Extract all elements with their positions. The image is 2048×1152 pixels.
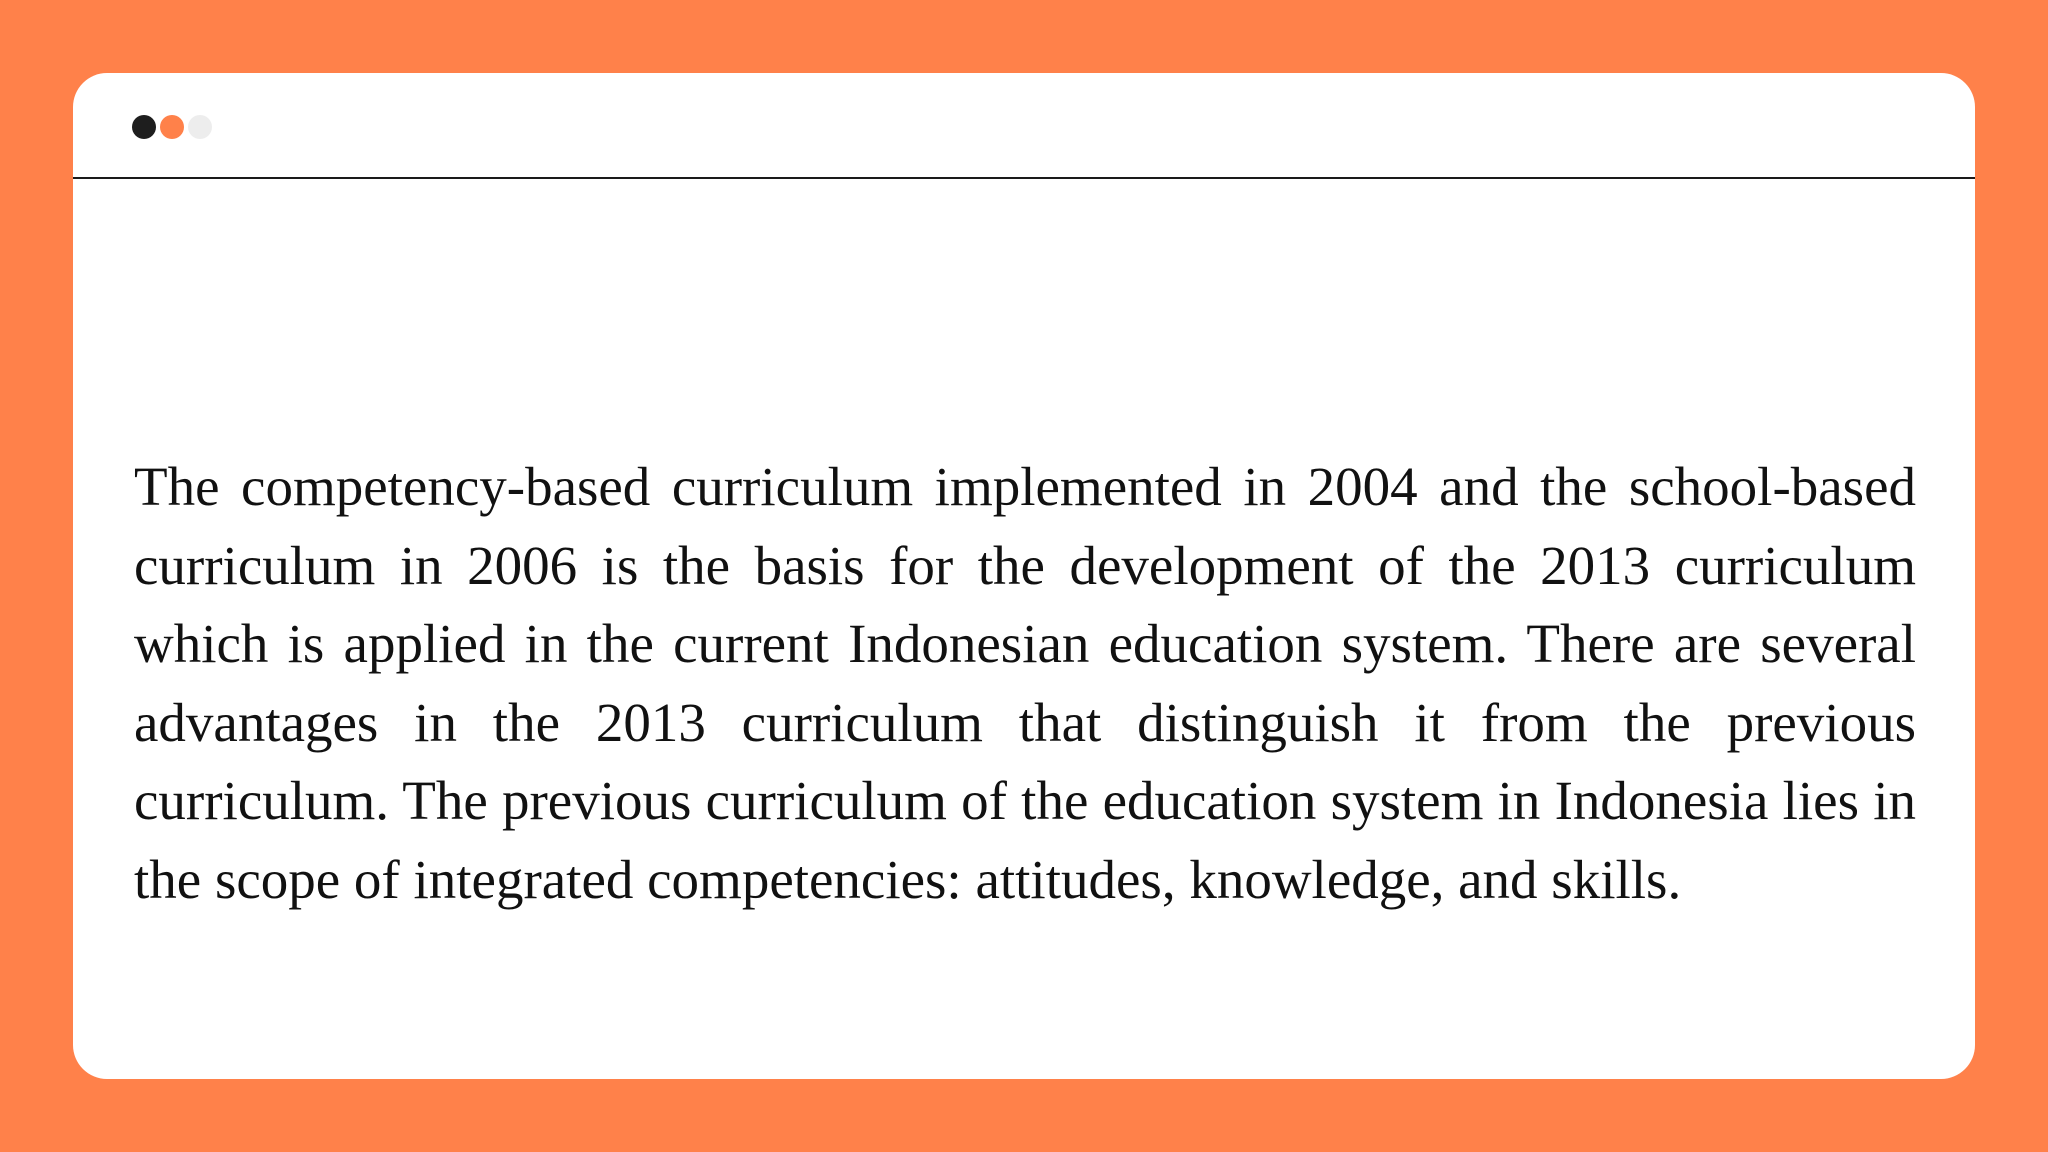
app-window bbox=[73, 73, 1975, 1079]
body-paragraph: The competency-based curriculum implemented in 2004 and the school-based curriculum in 2006 is the basis for the development of the 2013 curriculum which is applied in the current Indonesian education system. There are several advantages in the 2013 curriculum that distinguish it from the previous curriculum. The previous curriculum of the education system in Indonesia lies in the scope of integrated competencies: attitudes, knowledge, and skills. bbox=[134, 456, 1916, 910]
window-dot-dark[interactable] bbox=[132, 115, 156, 139]
window-titlebar bbox=[73, 73, 1975, 179]
window-dot-light[interactable] bbox=[188, 115, 212, 139]
window-dot-orange[interactable] bbox=[160, 115, 184, 139]
window-controls bbox=[132, 115, 212, 139]
